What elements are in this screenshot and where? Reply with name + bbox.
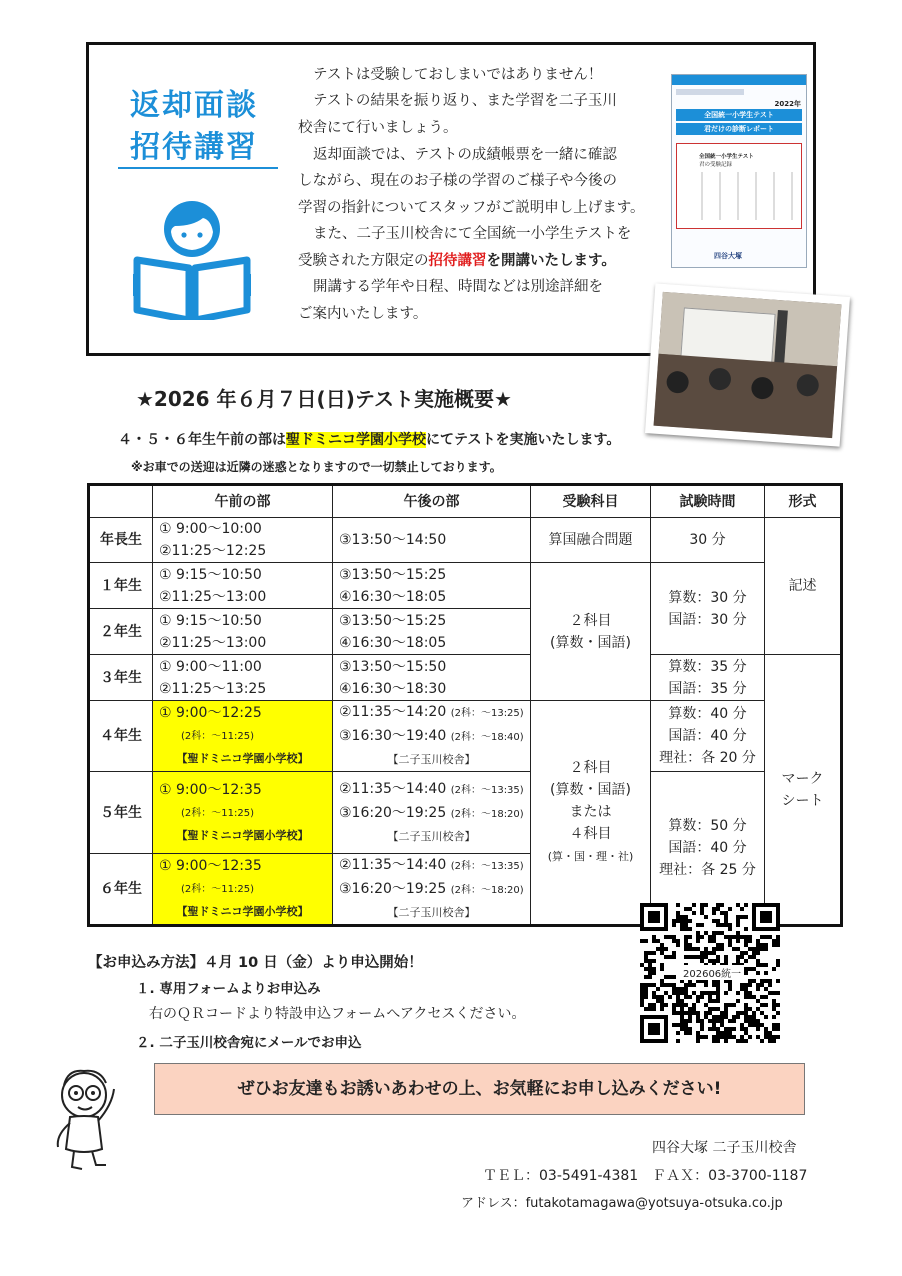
time-slot: ②11:35～14:40 — [339, 780, 447, 797]
time-note: (2科：～13:35) — [450, 784, 524, 796]
subject-cell — [531, 563, 651, 701]
header-blank — [89, 485, 153, 518]
intro-line: 学習の指針についてスタッフがご説明申し上げます。 — [298, 200, 645, 216]
time-slot: ③13:50～15:25 — [339, 566, 447, 583]
step-1: １. 専用フォームよりお申込み — [136, 981, 321, 997]
time-slot: ④16:30～18:05 — [339, 634, 447, 651]
parking-note: ※お車での送迎は近隣の迷惑となりますので一切禁止しております。 — [131, 460, 502, 474]
duration-cell — [651, 655, 765, 701]
step-1-description: 右のＱＲコードより特設申込フォームへアクセスください。 — [149, 1006, 526, 1022]
time-note: (2科：～18:20) — [450, 885, 524, 896]
table-row — [89, 701, 842, 772]
venue-prefix: ４・５・６年生午前の部は — [118, 432, 286, 448]
morning-cell — [153, 563, 333, 609]
duration-cell — [651, 563, 765, 655]
time-slot: ②11:25～13:00 — [159, 634, 267, 651]
report-box — [676, 143, 802, 229]
duration-text: 算数：40 分 — [668, 706, 747, 722]
morning-cell — [153, 655, 333, 701]
header-duration: 試験時間 — [651, 485, 765, 518]
header-subjects: 受験科目 — [531, 485, 651, 518]
time-note: (2科：～13:35) — [450, 861, 524, 872]
afternoon-cell — [333, 701, 531, 772]
venue-tag: 【二子玉川校舎】 — [387, 829, 476, 843]
intro-line: テストは受験しておしまいではありません！ — [313, 67, 603, 83]
afternoon-cell — [333, 518, 531, 563]
venue-tag: 【聖ドミニコ学園小学校】 — [176, 828, 309, 842]
afternoon-cell — [333, 563, 531, 609]
afternoon-cell — [333, 854, 531, 926]
duration-text: 理社：各 25 分 — [659, 862, 756, 878]
intro-text: を開講いたします。 — [486, 253, 616, 269]
duration-text: 算数：30 分 — [668, 589, 747, 606]
venue-suffix: にてテストを実施いたします。 — [426, 432, 621, 448]
time-slot: ③16:30～19:40 — [339, 728, 447, 744]
time-slot: ②11:25～13:00 — [159, 588, 267, 605]
phone-fax: ＴＥＬ：03-5491-4381 ＦＡＸ：03-3700-1187 — [483, 1168, 808, 1184]
format-text: シート — [781, 792, 824, 809]
time-slot: ②11:25～13:25 — [159, 680, 267, 697]
intro-line: また、二子玉川校舎にて全国統一小学生テストを — [313, 226, 632, 242]
report-box-title: 全国統一小学生テスト — [699, 154, 754, 160]
mascot-icon — [48, 1065, 128, 1175]
venue-tag: 【二子玉川校舎】 — [387, 753, 476, 766]
report-brand: 四谷大塚 — [714, 252, 742, 260]
time-slot: ① 9:00～10:00 — [159, 521, 262, 537]
header-morning: 午前の部 — [153, 485, 333, 518]
intro-line: 開講する学年や日程、時間などは別途詳細を — [313, 279, 603, 295]
time-slot: ③13:50～15:50 — [339, 658, 447, 675]
report-year: 2022年 — [774, 100, 801, 108]
duration-text: 理社：各 20 分 — [659, 750, 756, 766]
intro-line: しながら、現在のお子様の学習のご様子や今後の — [298, 173, 617, 189]
subject-text: (算・国・理・社) — [547, 850, 634, 863]
school-name: 四谷大塚 二子玉川校舎 — [652, 1140, 797, 1156]
venue-tag: 【聖ドミニコ学園小学校】 — [176, 752, 309, 765]
subject-text: ２科目 — [569, 760, 612, 776]
schedule-table — [87, 483, 843, 927]
report-title: 全国統一小学生テスト — [676, 109, 802, 121]
intro-line: 返却面談では、テストの成績帳票を一緒に確認 — [313, 147, 617, 163]
time-note: (2科：～11:25) — [181, 731, 254, 742]
duration-text: 算数：50 分 — [668, 818, 747, 834]
qr-label: 202606統一 — [680, 965, 744, 980]
time-note: (2科：～11:25) — [181, 884, 254, 895]
grade-cell: ４年生 — [89, 701, 153, 772]
report-box-subtitle: 君の受験記録 — [699, 162, 733, 168]
grade-cell: ５年生 — [89, 772, 153, 854]
duration-text: 国語：40 分 — [668, 728, 747, 744]
table-row — [89, 772, 842, 854]
duration-cell: 30 分 — [651, 518, 765, 563]
time-slot: ②11:25～12:25 — [159, 543, 267, 559]
time-slot: ③16:20～19:25 — [339, 804, 447, 821]
table-row — [89, 563, 842, 609]
subject-cell: 算国融合問題 — [531, 518, 651, 563]
invite-lesson-highlight: 招待講習 — [428, 253, 487, 269]
morning-cell — [153, 701, 333, 772]
time-slot: ②11:35～14:40 — [339, 857, 447, 873]
intro-line-8 — [298, 248, 616, 275]
venue-notice — [118, 429, 620, 449]
afternoon-cell — [333, 655, 531, 701]
format-text: マーク — [781, 770, 824, 787]
subject-text: (算数・国語) — [550, 634, 631, 651]
report-subtitle: 君だけの診断レポート — [676, 123, 802, 135]
header-format: 形式 — [765, 485, 842, 518]
time-note: (2科：～18:40) — [450, 732, 524, 743]
time-slot: ③13:50～15:25 — [339, 612, 447, 629]
subject-text: ２科目 — [569, 612, 612, 629]
report-thumbnail — [671, 74, 807, 268]
application-heading: 【お申込み方法】４月 10 日（金）より申込開始！ — [88, 955, 423, 971]
time-slot: ① 9:15～10:50 — [159, 612, 262, 629]
morning-cell — [153, 518, 333, 563]
time-note: (2科：～11:25) — [181, 807, 254, 819]
intro-title-line1: 返却面談 — [130, 88, 258, 123]
grade-cell: ６年生 — [89, 854, 153, 926]
title-underline — [118, 167, 278, 169]
time-slot: ① 9:00～12:35 — [159, 858, 262, 874]
invitation-banner: ぜひお友達もお誘いあわせの上、お気軽にお申し込みください! — [154, 1063, 805, 1115]
morning-cell — [153, 772, 333, 854]
time-slot: ① 9:00～12:25 — [159, 705, 262, 721]
intro-line: 校舎にて行いましょう。 — [298, 120, 458, 136]
time-note: (2科：～13:25) — [450, 708, 524, 719]
grade-cell: 年長生 — [89, 518, 153, 563]
afternoon-cell — [333, 609, 531, 655]
email-address[interactable]: アドレス：futakotamagawa@yotsuya-otsuka.co.jp — [461, 1196, 783, 1211]
intro-line: ご案内いたします。 — [298, 306, 428, 322]
grade-cell: ２年生 — [89, 609, 153, 655]
intro-text: 受験された方限定の — [298, 253, 429, 269]
venue-tag: 【聖ドミニコ学園小学校】 — [176, 905, 309, 918]
subject-cell — [531, 701, 651, 926]
duration-cell — [651, 701, 765, 772]
venue-name: 聖ドミニコ学園小学校 — [286, 432, 426, 448]
duration-text: 国語：40 分 — [668, 840, 747, 856]
classroom-photo — [645, 283, 850, 446]
test-overview-heading: ★2026 年６月７日(日)テスト実施概要★ — [136, 387, 512, 411]
time-slot: ④16:30～18:30 — [339, 680, 447, 697]
morning-cell — [153, 609, 333, 655]
grade-cell: １年生 — [89, 563, 153, 609]
time-slot: ③16:20～19:25 — [339, 881, 447, 897]
subject-text: ４科目 — [569, 826, 612, 842]
intro-title-line2: 招待講習 — [130, 130, 258, 165]
reading-person-icon — [133, 196, 251, 320]
header-afternoon: 午後の部 — [333, 485, 531, 518]
grade-cell: ３年生 — [89, 655, 153, 701]
time-slot: ① 9:15～10:50 — [159, 566, 262, 583]
subject-text: または — [569, 804, 612, 820]
time-note: (2科：～18:20) — [450, 808, 524, 820]
time-slot: ③13:50～14:50 — [339, 532, 447, 548]
format-written-cell: 記述 — [765, 518, 842, 655]
venue-tag: 【二子玉川校舎】 — [387, 906, 476, 919]
format-mark-cell — [765, 655, 842, 926]
step-2: ２. 二子玉川校舎宛にメールでお申込 — [136, 1035, 362, 1051]
table-row — [89, 655, 842, 701]
afternoon-cell — [333, 772, 531, 854]
time-slot: ②11:35～14:20 — [339, 704, 447, 720]
qr-code[interactable] — [640, 903, 780, 1043]
table-row — [89, 518, 842, 563]
time-slot: ① 9:00～11:00 — [159, 658, 262, 675]
report-header-bar — [672, 75, 806, 85]
duration-text: 国語：35 分 — [668, 680, 747, 697]
time-slot: ① 9:00～12:35 — [159, 781, 262, 798]
time-slot: ④16:30～18:05 — [339, 588, 447, 605]
intro-line: テストの結果を振り返り、また学習を二子玉川 — [313, 93, 617, 109]
subject-text: (算数・国語) — [550, 782, 631, 798]
duration-text: 国語：30 分 — [668, 611, 747, 628]
morning-cell — [153, 854, 333, 926]
duration-text: 算数：35 分 — [668, 658, 747, 675]
